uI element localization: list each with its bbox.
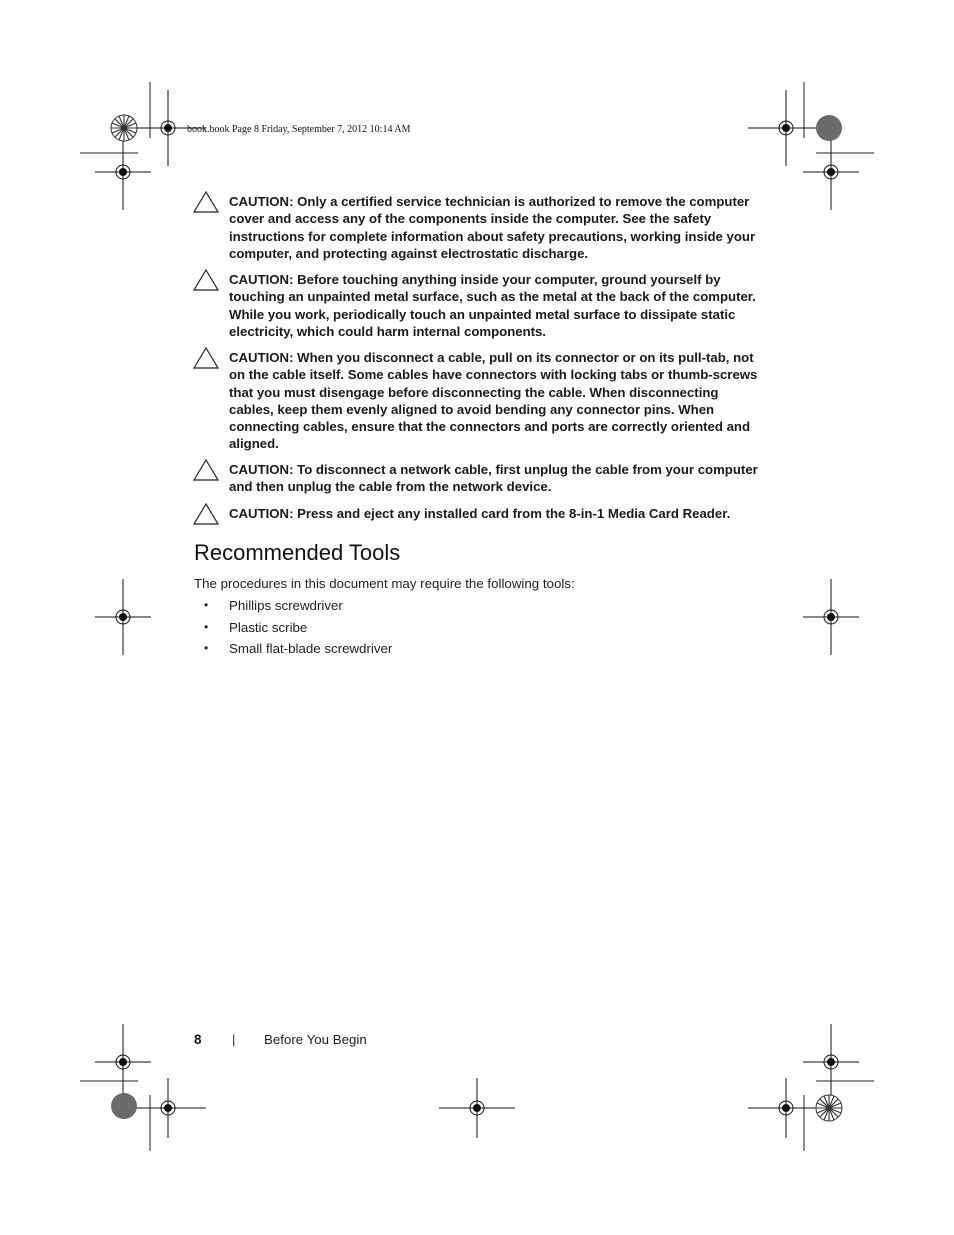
registration-mark	[803, 579, 859, 655]
slug-line: book.book Page 8 Friday, September 7, 2012 10:14 AM	[187, 124, 411, 135]
caution-block	[193, 505, 763, 525]
gray-dot	[111, 1093, 137, 1119]
tools-list	[194, 598, 392, 663]
section-heading: Recommended Tools	[194, 540, 401, 565]
caution-text: CAUTION: Only a certified service technician is authorized to remove the computer cover and access any of the components inside the computer. See the safety instructions for complete information about safety precautions, working inside your computer, and protecting against electrostatic discharge.	[229, 194, 756, 261]
page-number: 8	[194, 1032, 202, 1047]
caution-triangle-icon	[193, 269, 219, 291]
list-item: • Phillips screwdriver	[194, 598, 392, 620]
gray-dot	[816, 115, 842, 141]
footer-section-name: Before You Begin	[264, 1032, 367, 1047]
registration-mark	[95, 579, 151, 655]
caution-text: CAUTION: Press and eject any installed card from the 8-in-1 Media Card Reader.	[229, 506, 731, 521]
caution-text: CAUTION: When you disconnect a cable, pull on its connector or on its pull-tab, not on the cable itself. Some cables have connectors with locking tabs or thumb-screws that you must disengage before disconnecting the cable. When disconnecting cables, keep them evenly aligned to avoid bending any connector pins. When connecting cables, ensure that the connectors and ports are correctly oriented and aligned.	[229, 350, 758, 452]
caution-block	[193, 349, 763, 453]
caution-block	[193, 193, 763, 262]
star-target	[816, 1095, 842, 1121]
footer-separator: |	[232, 1032, 236, 1047]
registration-mark	[803, 134, 859, 210]
caution-triangle-icon	[193, 347, 219, 369]
list-item: • Small flat-blade screwdriver	[194, 641, 392, 663]
registration-mark	[95, 1024, 151, 1100]
caution-triangle-icon	[193, 191, 219, 213]
list-item: • Plastic scribe	[194, 620, 392, 642]
registration-mark	[748, 90, 824, 166]
caution-block	[193, 271, 763, 340]
caution-text: CAUTION: To disconnect a network cable, first unplug the cable from your computer and then unplug the cable from the network device.	[229, 462, 758, 495]
caution-triangle-icon	[193, 503, 219, 525]
star-target	[111, 115, 137, 141]
registration-mark	[95, 134, 151, 210]
registration-mark	[803, 1024, 859, 1100]
caution-block	[193, 461, 763, 496]
caution-text: CAUTION: Before touching anything inside your computer, ground yourself by touching an unpainted metal surface, such as the metal at the back of the computer. While you work, periodically touch an unpainted metal surface to dissipate static electricity, which could harm internal components.	[229, 272, 756, 339]
section-intro: The procedures in this document may require the following tools:	[194, 576, 575, 591]
registration-mark	[439, 1078, 515, 1138]
registration-mark	[130, 1078, 206, 1138]
registration-mark	[748, 1078, 824, 1138]
caution-triangle-icon	[193, 459, 219, 481]
